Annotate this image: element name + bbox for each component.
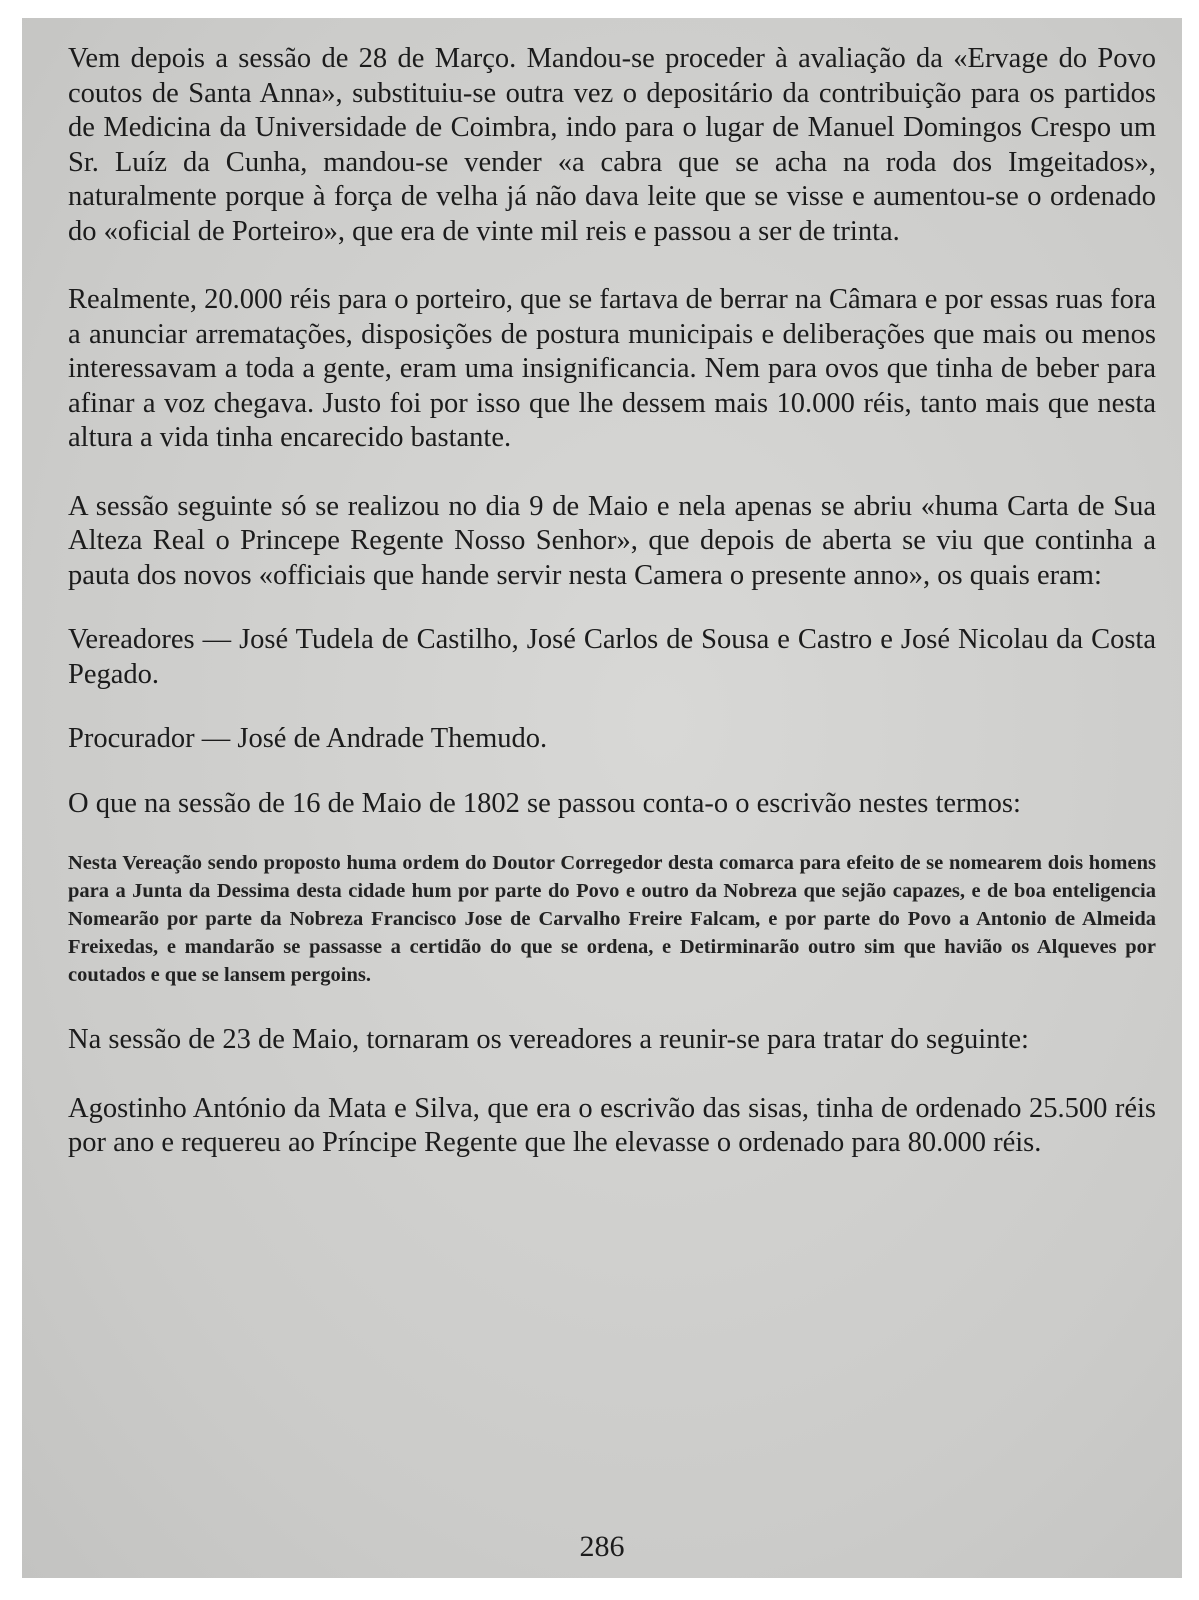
page-text (68, 42, 1156, 1161)
page-number: 286 (579, 1530, 625, 1563)
book-page (22, 18, 1182, 1578)
paragraph-porteiro: Realmente, 20.000 réis para o porteiro, que se fartava de berrar na Câmara e por essas ruas fora a anunciar arrematações, disposições de postura municipais e deliberações que mais ou menos interessavam a toda a gente, eram uma insignificancia. Nem para ovos que tinha de beber para afinar a voz chegava. Justo foi por isso que lhe dessem mais 10.000 réis, tanto mais que nesta altura a vida tinha encarecido bastante. (68, 284, 1156, 453)
paragraph-sessao-16-maio: O que na sessão de 16 de Maio de 1802 se passou conta-o o escrivão nestes termos: (68, 787, 1021, 819)
quoted-minutes: Nesta Vereação sendo proposto huma ordem do Doutor Corregedor desta comarca para efeito de se nomearem dois homens para a Junta da Dessima desta cidade hum por parte do Povo e outro da Nobreza que sejão capazes, e de boa enteligencia Nomearão por parte da Nobreza Francisco Jose de Carvalho Freire Falcam, e por parte do Povo a Antonio de Almeida Freixedas, e mandarão se passasse a certidão do que se ordena, e Detirminarão outro sim que havião os Alqueves por coutados e que se lansem pergoins. (68, 852, 1156, 986)
paragraph-procurador: Procurador — José de Andrade Themudo. (68, 723, 548, 754)
paragraph-sessao-28-marco: Vem depois a sessão de 28 de Março. Mandou-se proceder à avaliação da «Ervage do Povo coutos de Santa Anna», substituiu-se outra vez o depositário da contribuição para os partidos de Medicina da Universidade de Coimbra, indo para o lugar de Manuel Domingos Crespo um Sr. Luíz da Cunha, mandou-se vender «a cabra que se acha na roda dos Imgeitados», naturalmente porque à força de velha já não dava leite que se visse e aumentou-se o ordenado do «oficial de Porteiro», que era de vinte mil reis e passou a ser de trinta. (68, 43, 1156, 247)
paragraph-sessao-23-maio: Na sessão de 23 de Maio, tornaram os vereadores a reunir-se para tratar do seguinte: (68, 1024, 1029, 1055)
paragraph-sessao-9-maio: A sessão seguinte só se realizou no dia 9 de Maio e nela apenas se abriu «huma Carta de Sua Alteza Real o Princepe Regente Nosso Senhor», que depois de aberta se viu que continha a pauta dos novos «officiais que hande servir nesta Camera o presente anno», os quais eram: (68, 490, 1156, 591)
paragraph-vereadores: Vereadores — José Tudela de Castilho, José Carlos de Sousa e Castro e José Nicolau da Costa Pegado. (68, 624, 1156, 690)
paragraph-escrivao-sisas: Agostinho António da Mata e Silva, que era o escrivão das sisas, tinha de ordenado 25.500 réis por ano e requereu ao Príncipe Regente que lhe elevasse o ordenado para 80.000 réis. (68, 1092, 1156, 1158)
